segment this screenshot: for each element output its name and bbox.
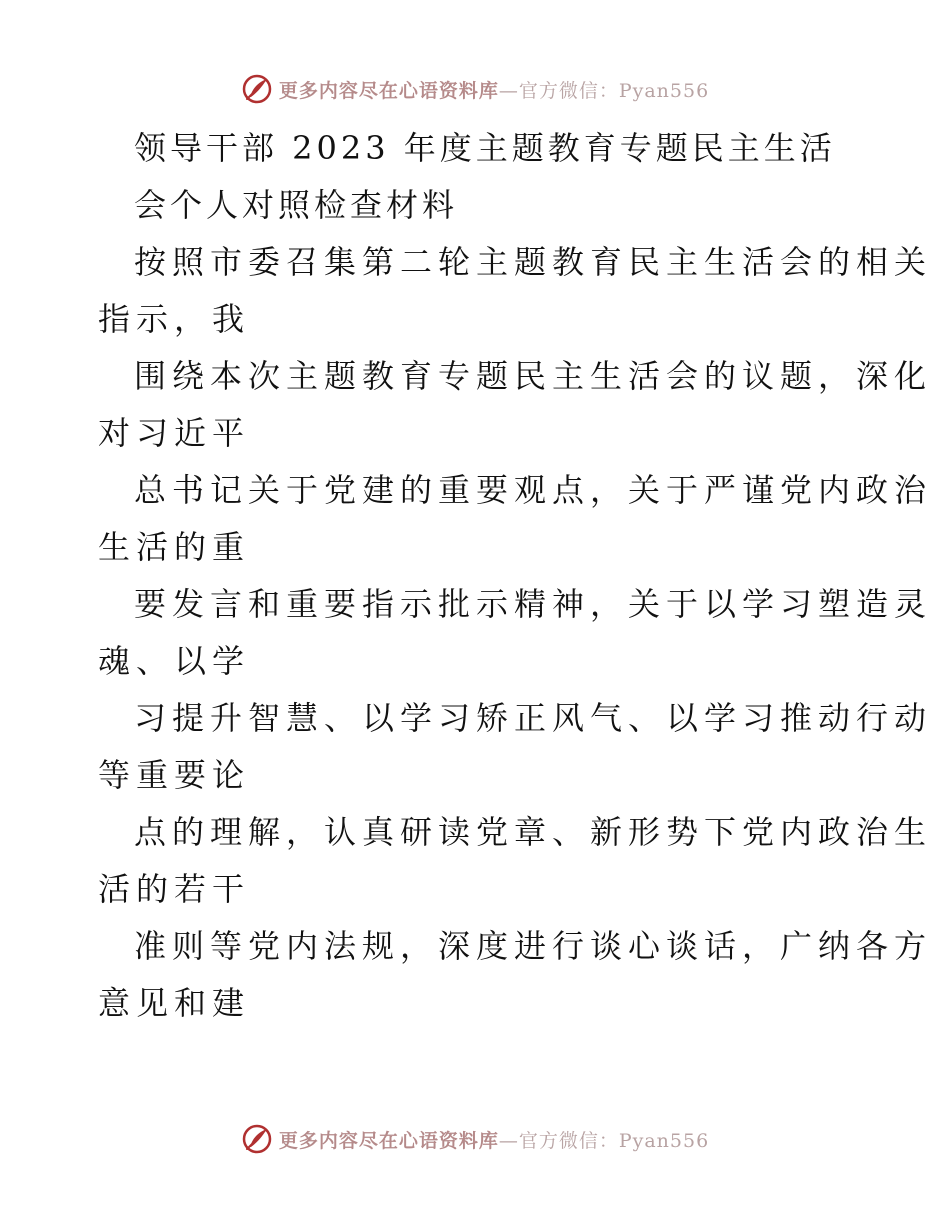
body-line: 按照市委召集第二轮主题教育民主生活会的相关 xyxy=(134,243,933,281)
banner-text xyxy=(279,76,709,103)
document-body xyxy=(98,120,933,1032)
body-line: 魂、以学 xyxy=(98,642,251,680)
footer-banner xyxy=(0,1122,950,1156)
body-line: 总书记关于党建的重要观点，关于严谨党内政治 xyxy=(134,471,933,509)
banner-separator: — xyxy=(498,1129,519,1152)
body-line: 等重要论 xyxy=(98,756,251,794)
body-line: 对习近平 xyxy=(98,414,251,452)
banner-brand-text: 更多内容尽在心语资料库 xyxy=(278,79,499,102)
banner-separator: — xyxy=(498,79,519,102)
document-title-line-1: 领导干部 2023 年度主题教育专题民主生活 xyxy=(134,129,836,167)
body-line: 意见和建 xyxy=(98,984,251,1022)
body-line: 点的理解，认真研读党章、新形势下党内政治生 xyxy=(134,813,933,851)
banner-brand-text: 更多内容尽在心语资料库 xyxy=(278,1129,499,1152)
body-line: 生活的重 xyxy=(98,528,251,566)
banner-text xyxy=(279,1126,709,1153)
body-line: 习提升智慧、以学习矫正风气、以学习推动行动 xyxy=(134,699,933,737)
body-line: 活的若干 xyxy=(98,870,251,908)
body-line: 围绕本次主题教育专题民主生活会的议题，深化 xyxy=(134,357,933,395)
banner-contact-text: 官方微信：Pyan556 xyxy=(518,1129,710,1152)
document-title-line-2: 会个人对照检查材料 xyxy=(134,186,459,224)
feather-quill-logo-icon xyxy=(241,1123,273,1155)
feather-quill-logo-icon xyxy=(241,73,273,105)
header-banner xyxy=(0,72,950,106)
body-line: 准则等党内法规，深度进行谈心谈话，广纳各方 xyxy=(134,927,933,965)
body-line: 指示，我 xyxy=(98,300,251,338)
body-line: 要发言和重要指示批示精神，关于以学习塑造灵 xyxy=(134,585,933,623)
banner-contact-text: 官方微信：Pyan556 xyxy=(518,79,710,102)
